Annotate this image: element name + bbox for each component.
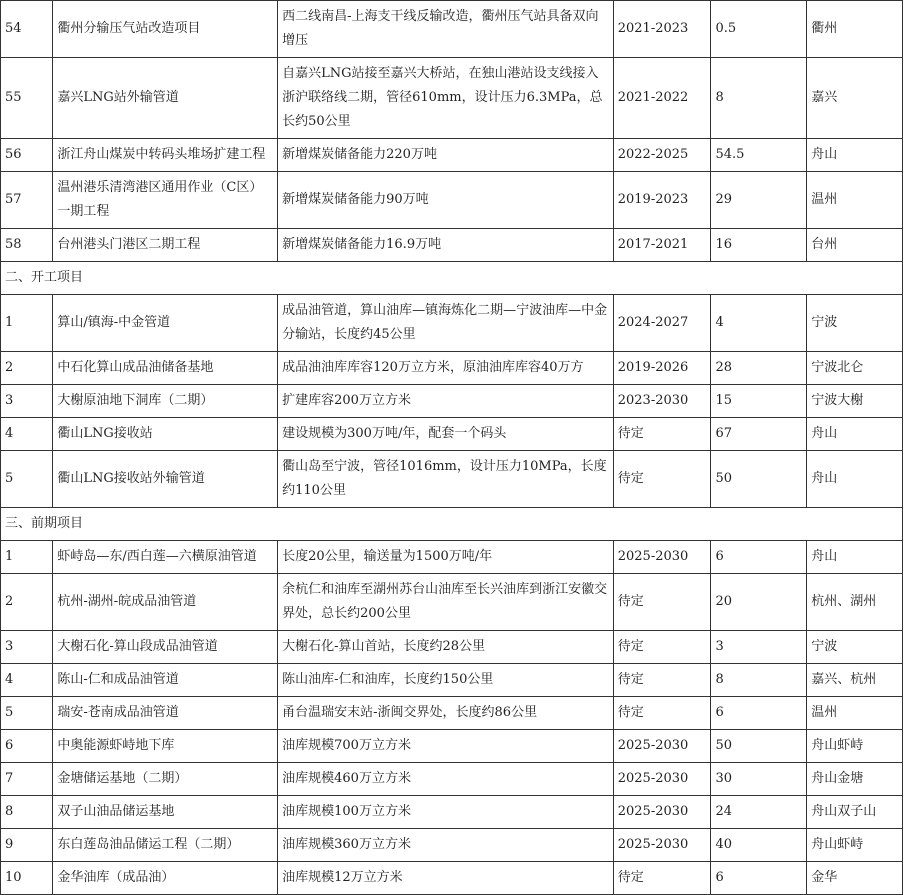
location-cell: 温州 [807, 172, 903, 229]
project-period-cell: 待定 [613, 664, 711, 697]
investment-cell: 20 [711, 574, 807, 631]
project-description-cell: 新增煤炭储备能力220万吨 [278, 139, 614, 172]
investment-cell: 15 [711, 385, 807, 418]
location-cell: 嘉兴、杭州 [807, 664, 903, 697]
investment-cell: 30 [711, 763, 807, 796]
row-number-cell: 7 [1, 763, 53, 796]
location-cell: 嘉兴 [807, 58, 903, 139]
section-header-row [1, 508, 903, 541]
row-number-cell: 1 [1, 541, 53, 574]
project-period-cell: 2021-2023 [613, 1, 711, 58]
row-number-cell: 2 [1, 352, 53, 385]
table-row [1, 229, 903, 262]
row-number-cell: 4 [1, 418, 53, 451]
project-name-cell: 衢山LNG接收站外输管道 [53, 451, 278, 508]
investment-cell: 54.5 [711, 139, 807, 172]
project-description-cell: 建设规模为300万吨/年，配套一个码头 [278, 418, 614, 451]
project-name-cell: 瑞安-苍南成品油管道 [53, 697, 278, 730]
row-number-cell: 1 [1, 295, 53, 352]
table-row [1, 574, 903, 631]
investment-cell: 50 [711, 451, 807, 508]
project-name-cell: 金华油库（成品油） [53, 862, 278, 895]
project-period-cell: 2025-2030 [613, 730, 711, 763]
project-period-cell: 待定 [613, 451, 711, 508]
project-period-cell: 待定 [613, 418, 711, 451]
project-period-cell: 2019-2023 [613, 172, 711, 229]
row-number-cell: 3 [1, 385, 53, 418]
project-description-cell: 油库规模100万立方米 [278, 796, 614, 829]
location-cell: 杭州、湖州 [807, 574, 903, 631]
investment-cell: 28 [711, 352, 807, 385]
project-period-cell: 2021-2022 [613, 58, 711, 139]
project-name-cell: 温州港乐清湾港区通用作业（C区）一期工程 [53, 172, 278, 229]
row-number-cell: 9 [1, 829, 53, 862]
row-number-cell: 55 [1, 58, 53, 139]
project-description-cell: 长度20公里，输送量为1500万吨/年 [278, 541, 614, 574]
row-number-cell: 5 [1, 697, 53, 730]
location-cell: 金华 [807, 862, 903, 895]
project-name-cell: 陈山-仁和成品油管道 [53, 664, 278, 697]
table-row [1, 730, 903, 763]
location-cell: 台州 [807, 229, 903, 262]
table-row [1, 58, 903, 139]
project-name-cell: 大榭石化-算山段成品油管道 [53, 631, 278, 664]
location-cell: 舟山 [807, 451, 903, 508]
location-cell: 宁波 [807, 295, 903, 352]
row-number-cell: 3 [1, 631, 53, 664]
investment-cell: 4 [711, 295, 807, 352]
project-name-cell: 台州港头门港区二期工程 [53, 229, 278, 262]
row-number-cell: 58 [1, 229, 53, 262]
location-cell: 衢州 [807, 1, 903, 58]
location-cell: 宁波大榭 [807, 385, 903, 418]
project-period-cell: 2025-2030 [613, 796, 711, 829]
project-description-cell: 大榭石化-算山首站，长度约28公里 [278, 631, 614, 664]
row-number-cell: 6 [1, 730, 53, 763]
table-row [1, 139, 903, 172]
table-row [1, 352, 903, 385]
project-name-cell: 衢州分输压气站改造项目 [53, 1, 278, 58]
project-name-cell: 东白莲岛油品储运工程（二期） [53, 829, 278, 862]
project-description-cell: 油库规模460万立方米 [278, 763, 614, 796]
project-description-cell: 油库规模12万立方米 [278, 862, 614, 895]
row-number-cell: 4 [1, 664, 53, 697]
project-period-cell: 待定 [613, 574, 711, 631]
project-description-cell: 成品油管道，算山油库—镇海炼化二期—宁波油库—中金分输站，长度约45公里 [278, 295, 614, 352]
project-period-cell: 2025-2030 [613, 763, 711, 796]
project-period-cell: 2024-2027 [613, 295, 711, 352]
project-name-cell: 杭州-湖州-皖成品油管道 [53, 574, 278, 631]
location-cell: 舟山 [807, 541, 903, 574]
location-cell: 温州 [807, 697, 903, 730]
table-row [1, 541, 903, 574]
project-description-cell: 西二线南昌-上海支干线反输改造，衢州压气站具备双向增压 [278, 1, 614, 58]
location-cell: 宁波北仑 [807, 352, 903, 385]
project-name-cell: 衢山LNG接收站 [53, 418, 278, 451]
project-name-cell: 中奥能源虾峙地下库 [53, 730, 278, 763]
project-name-cell: 中石化算山成品油储备基地 [53, 352, 278, 385]
project-name-cell: 大榭原油地下洞库（二期） [53, 385, 278, 418]
investment-cell: 40 [711, 829, 807, 862]
project-description-cell: 新增煤炭储备能力90万吨 [278, 172, 614, 229]
project-description-cell: 扩建库容200万立方米 [278, 385, 614, 418]
row-number-cell: 57 [1, 172, 53, 229]
row-number-cell: 5 [1, 451, 53, 508]
table-row [1, 631, 903, 664]
table-row [1, 451, 903, 508]
project-description-cell: 余杭仁和油库至湖州苏台山油库至长兴油库到浙江安徽交界处，总长约200公里 [278, 574, 614, 631]
project-period-cell: 2019-2026 [613, 352, 711, 385]
project-table-body [1, 1, 903, 895]
project-description-cell: 自嘉兴LNG站接至嘉兴大桥站，在独山港站设支线接入浙沪联络线二期，管径610mm，设计压力6.3MPa，总长约50公里 [278, 58, 614, 139]
table-row [1, 862, 903, 895]
table-row [1, 172, 903, 229]
project-description-cell: 衢山岛至宁波，管径1016mm，设计压力10MPa，长度约110公里 [278, 451, 614, 508]
investment-cell: 29 [711, 172, 807, 229]
table-row [1, 385, 903, 418]
investment-cell: 3 [711, 631, 807, 664]
table-row [1, 295, 903, 352]
project-period-cell: 2025-2030 [613, 541, 711, 574]
section-header-row [1, 262, 903, 295]
row-number-cell: 54 [1, 1, 53, 58]
table-row [1, 763, 903, 796]
row-number-cell: 10 [1, 862, 53, 895]
table-row [1, 697, 903, 730]
project-name-cell: 金塘储运基地（二期） [53, 763, 278, 796]
project-period-cell: 待定 [613, 862, 711, 895]
row-number-cell: 56 [1, 139, 53, 172]
table-row [1, 418, 903, 451]
project-period-cell: 2017-2021 [613, 229, 711, 262]
investment-cell: 6 [711, 697, 807, 730]
investment-cell: 16 [711, 229, 807, 262]
project-name-cell: 双子山油品储运基地 [53, 796, 278, 829]
investment-cell: 0.5 [711, 1, 807, 58]
project-description-cell: 甬台温瑞安末站-浙闽交界处，长度约86公里 [278, 697, 614, 730]
project-period-cell: 2023-2030 [613, 385, 711, 418]
project-description-cell: 成品油油库库容120万立方米，原油油库库容40万方 [278, 352, 614, 385]
investment-cell: 24 [711, 796, 807, 829]
table-row [1, 1, 903, 58]
project-period-cell: 2022-2025 [613, 139, 711, 172]
investment-cell: 8 [711, 664, 807, 697]
project-name-cell: 虾峙岛—东/西白莲—六横原油管道 [53, 541, 278, 574]
table-row [1, 796, 903, 829]
investment-cell: 6 [711, 541, 807, 574]
project-period-cell: 待定 [613, 631, 711, 664]
table-row [1, 664, 903, 697]
location-cell: 舟山双子山 [807, 796, 903, 829]
location-cell: 宁波 [807, 631, 903, 664]
location-cell: 舟山 [807, 418, 903, 451]
project-name-cell: 嘉兴LNG站外输管道 [53, 58, 278, 139]
project-period-cell: 2025-2030 [613, 829, 711, 862]
project-description-cell: 油库规模360万立方米 [278, 829, 614, 862]
location-cell: 舟山虾峙 [807, 730, 903, 763]
project-description-cell: 新增煤炭储备能力16.9万吨 [278, 229, 614, 262]
investment-cell: 50 [711, 730, 807, 763]
project-period-cell: 待定 [613, 697, 711, 730]
section-title: 二、开工项目 [1, 262, 903, 295]
row-number-cell: 2 [1, 574, 53, 631]
project-description-cell: 油库规模700万立方米 [278, 730, 614, 763]
location-cell: 舟山 [807, 139, 903, 172]
table-row [1, 829, 903, 862]
investment-cell: 6 [711, 862, 807, 895]
location-cell: 舟山金塘 [807, 763, 903, 796]
investment-cell: 67 [711, 418, 807, 451]
location-cell: 舟山虾峙 [807, 829, 903, 862]
section-title: 三、前期项目 [1, 508, 903, 541]
project-name-cell: 浙江舟山煤炭中转码头堆场扩建工程 [53, 139, 278, 172]
project-description-cell: 陈山油库-仁和油库，长度约150公里 [278, 664, 614, 697]
investment-cell: 8 [711, 58, 807, 139]
project-name-cell: 算山/镇海-中金管道 [53, 295, 278, 352]
row-number-cell: 8 [1, 796, 53, 829]
